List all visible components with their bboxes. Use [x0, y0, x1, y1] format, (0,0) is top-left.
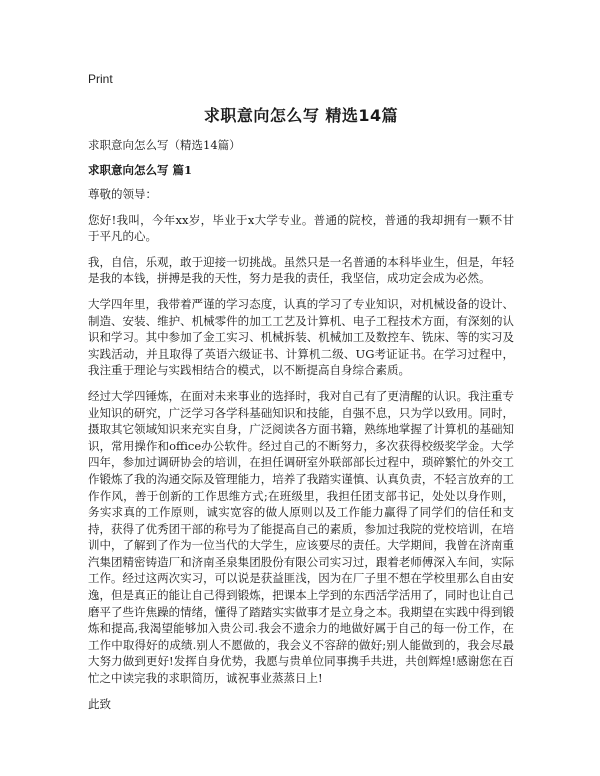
document-subtitle: 求职意向怎么写（精选14篇）	[88, 138, 241, 152]
greeting: 尊敬的领导：	[88, 187, 157, 201]
print-label: Print	[88, 72, 113, 86]
document-page	[88, 60, 514, 712]
paragraph-experience: 经过大学四锤炼，在面对未来事业的选择时，我对自己有了更清醒的认识。我注重专业知识的研究，广泛学习各学科基础知识和技能，自强不息，只为学以致用。同时，摄取其它领域知识来充实自身，广泛阅读各方面书籍，熟练地掌握了计算机的基础知识，常用操作和office办公软件。经过自己的不断努力，多次获得校级奖学金。大学四年，参加过调研协会的培训，在担任调研室外联部部长过程中，琐碎繁忙的外交工作锻炼了我的沟通交际及管理能力，培养了我踏实谨慎、认真负责，不轻言放弃的工作作风，善于创新的工作思维方式;在班级里，我担任团支部书记，处处以身作则，务实求真的工作原则，诚实宽容的做人原则以及工作能力赢得了同学们的信任和支持，获得了优秀团干部的称号为了能提高自己的素质，参加过我院的党校培训，在培训中，了解到了作为一位当代的大学生，应该要尽的责任。大学期间，我曾在济南重汽集团精密铸造厂和济南圣泉集团股份有限公司实习过，跟着老师傅深入车间，实际工作。经过这两次实习，可以说是获益匪浅，因为在厂子里不想在学校里那么自由安逸，但是真正的能让自己得到锻炼，把课本上学到的东西活学活用了，同时也让自己磨平了些许焦躁的情绪，懂得了踏踏实实做事才是立身之本。我期望在实践中得到锻炼和提高,我渴望能够加入贵公司.我会不遗余力的地做好属于自己的每一份工作，在工作中取得好的成绩.别人不愿做的，我会义不容辞的做好;别人能做到的，我会尽最大努力做到更好!发挥自身优势，我愿与贵单位同事携手共进，共创辉煌!感谢您在百忙之中读完我的求职简历，诚祝事业蒸蒸日上!	[88, 388, 514, 686]
paragraph-intro: 您好!我叫，今年xx岁，毕业于x大学专业。普通的院校，普通的我却拥有一颗不甘于平凡的心。	[88, 212, 514, 244]
paragraph-confidence: 我，自信，乐观，敢于迎接一切挑战。虽然只是一名普通的本科毕业生，但是，年轻是我的本钱，拼搏是我的天性，努力是我的责任，我坚信，成功定会成为必然。	[88, 254, 514, 286]
section-heading: 求职意向怎么写 篇1	[88, 163, 193, 177]
document-title: 求职意向怎么写 精选14篇	[203, 106, 399, 125]
closing-text: 此致	[88, 696, 111, 711]
paragraph-study: 大学四年里，我带着严谨的学习态度，认真的学习了专业知识，对机械设备的设计、制造、安装、维护、机械零件的加工工艺及计算机、电子工程技术方面，有深刻的认识和学习。其中参加了金工实习、机械拆装、机械加工及数控车、铣床、等的实习及实践活动，并且取得了英语六级证书、计算机二级、UG考证证书。在学习过程中，我注重于理论与实践相结合的模式，以不断提高自身综合素质。	[88, 296, 514, 378]
